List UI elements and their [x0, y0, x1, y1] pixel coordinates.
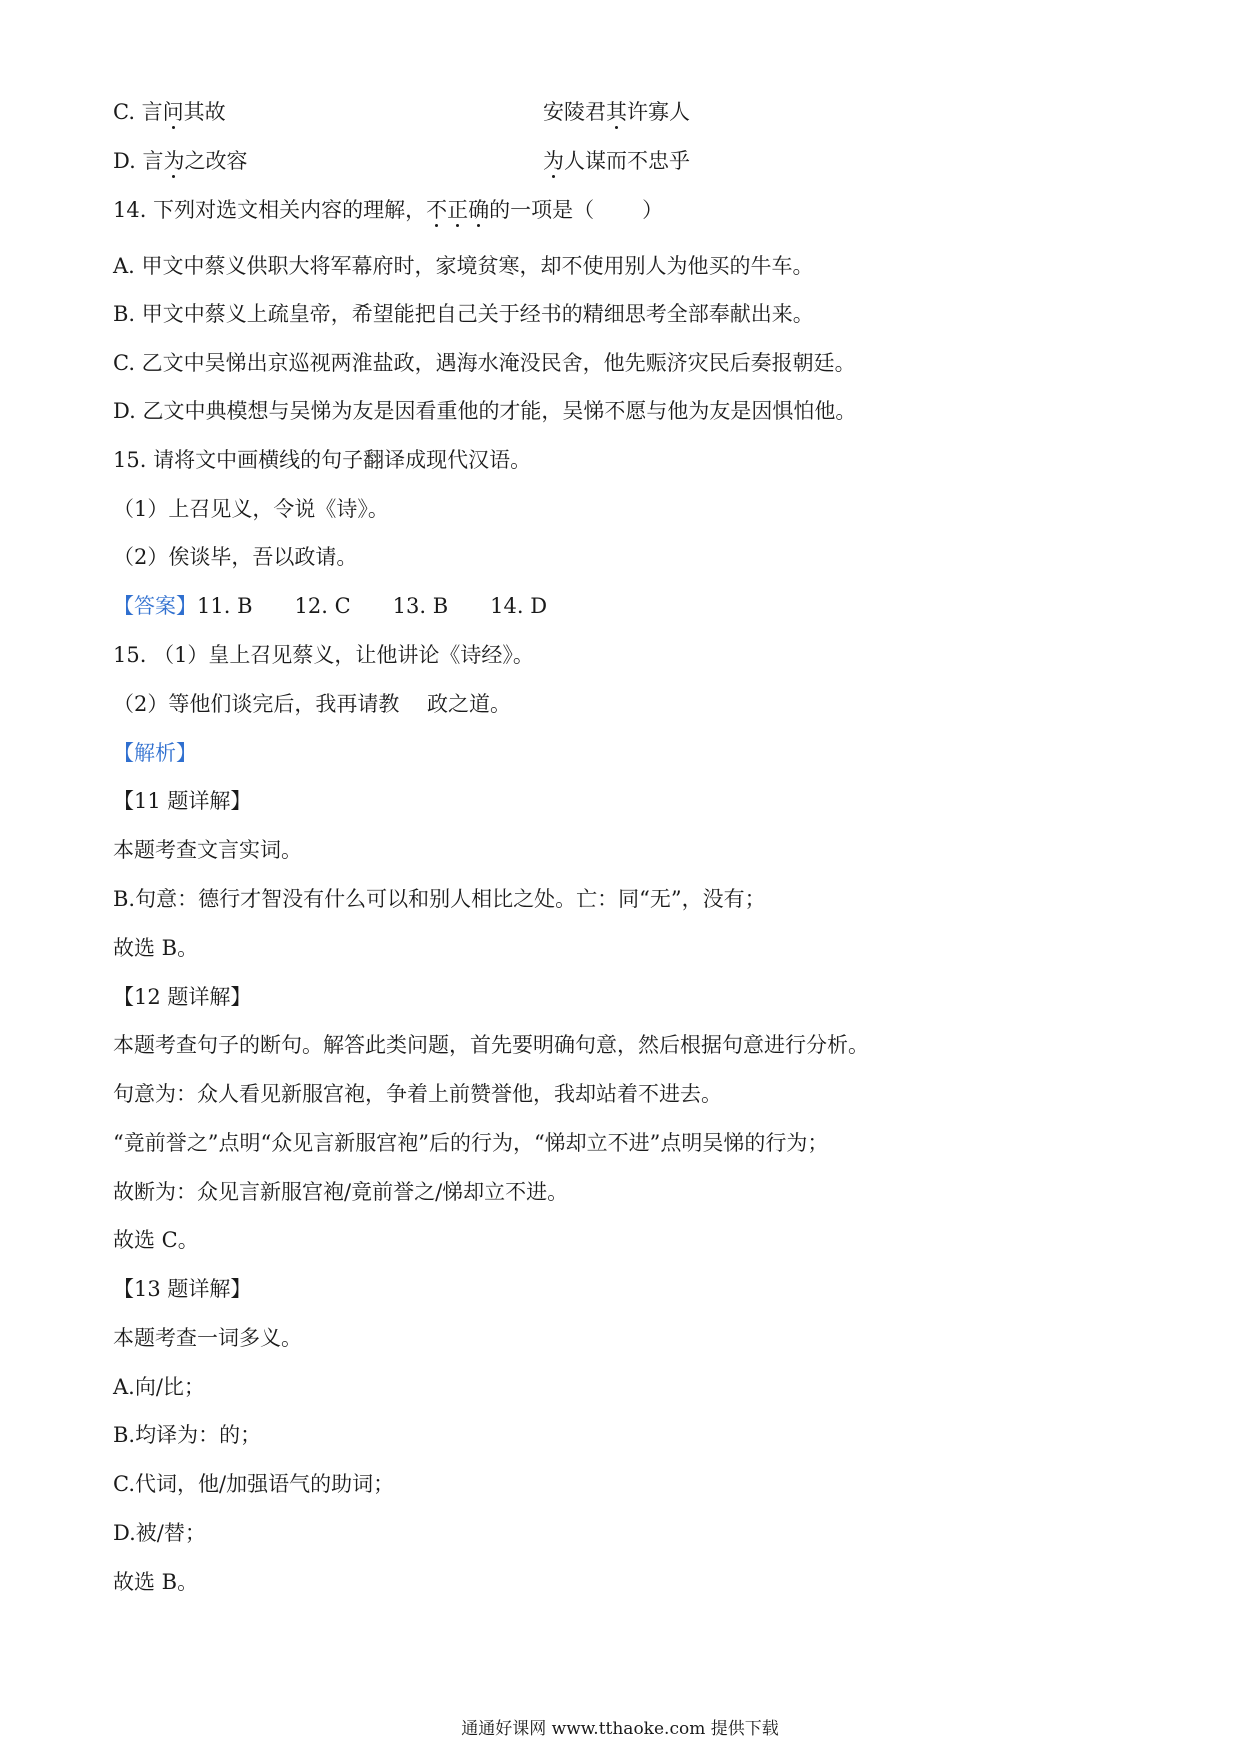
section-13-line: B.均译为：的；: [113, 1423, 262, 1447]
q14-option-b: B. 甲文中蔡义上疏皇帝，希望能把自己关于经书的精细思考全部奉献出来。: [113, 302, 814, 326]
emphasis-char: 为: [543, 149, 564, 173]
emphasis-char: 为: [163, 149, 185, 173]
q15-item-2: （2）俟谈毕，吾以政请。: [113, 545, 358, 569]
section-13-line: 故选 B。: [113, 1570, 199, 1594]
q15-item-1: （1）上召见义，令说《诗》。: [113, 497, 389, 521]
q13-option-c: C. 言问其故 安陵君其许寡人: [113, 97, 226, 127]
section-12-line: 故断为：众见言新服宫袍/竟前誉之/悌却立不进。: [113, 1180, 569, 1204]
answer-q15-2: （2）等他们谈完后，我再请教 政之道。: [113, 692, 512, 716]
answer-tag: 【答案】: [113, 594, 197, 618]
q13-option-d-right: 为人谋而不忠乎: [543, 149, 690, 173]
emphasis-char: 正: [447, 198, 469, 222]
section-12-line: 句意为：众人看见新服宫袍，争着上前赞誉他，我却站着不进去。: [113, 1082, 722, 1106]
q14-option-c: C. 乙文中吴悌出京巡视两淮盐政，遇海水淹没民舍，他先赈济灾民后奏报朝廷。: [113, 351, 856, 375]
q15-stem: 15. 请将文中画横线的句子翻译成现代汉语。: [113, 448, 532, 472]
q14-option-a: A. 甲文中蔡义供职大将军幕府时，家境贫寒，却不使用别人为他买的牛车。: [113, 254, 814, 278]
section-11-line: B.句意：德行才智没有什么可以和别人相比之处。亡：同“无”，没有；: [113, 887, 766, 911]
section-13-line: A.向/比；: [113, 1375, 205, 1399]
q13-option-c-right: 安陵君其许寡人: [543, 100, 690, 124]
section-12-line: 本题考查句子的断句。解答此类问题，首先要明确句意，然后根据句意进行分析。: [113, 1033, 869, 1057]
page-footer: 通通好课网 www.tthaoke.com 提供下载: [461, 1719, 779, 1739]
section-12-line: 故选 C。: [113, 1228, 199, 1252]
answer-line: 【答案】11. B 12. C 13. B 14. D: [113, 594, 548, 618]
section-13-title: 【13 题详解】: [113, 1277, 252, 1301]
emphasis-char: 其: [606, 100, 627, 124]
analysis-tag: 【解析】: [113, 741, 197, 765]
q13-option-d: D. 言为之改容 为人谋而不忠乎: [113, 146, 247, 176]
emphasis-char: 确: [468, 198, 490, 222]
emphasis-char: 问: [162, 100, 184, 124]
section-12-line: “竟前誉之”点明“众见言新服宫袍”后的行为，“悌却立不进”点明吴悌的行为；: [113, 1131, 829, 1155]
answer-q15-1: 15. （1）皇上召见蔡义，让他讲论《诗经》。: [113, 643, 534, 667]
section-11-line: 本题考查文言实词。: [113, 838, 302, 862]
section-12-title: 【12 题详解】: [113, 985, 252, 1009]
section-13-line: C.代词，他/加强语气的助词；: [113, 1472, 395, 1496]
section-11-line: 故选 B。: [113, 936, 199, 960]
q14-stem: 14. 下列对选文相关内容的理解，不正确的一项是（ ）: [113, 198, 664, 222]
section-13-line: D.被/替；: [113, 1521, 206, 1545]
emphasis-char: 不: [426, 198, 448, 222]
section-13-line: 本题考查一词多义。: [113, 1326, 302, 1350]
q14-option-d: D. 乙文中典模想与吴悌为友是因看重他的才能，吴悌不愿与他为友是因惧怕他。: [113, 399, 857, 423]
section-11-title: 【11 题详解】: [113, 789, 252, 813]
